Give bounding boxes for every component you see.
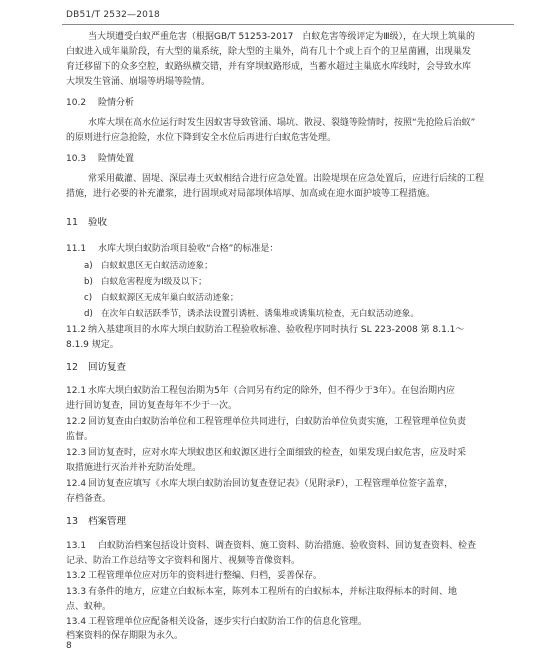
page-number: 8 [66,641,72,651]
intro-line: 育迁移留下的众多空腔，蚁路纵横交错，并有穿坝蚁路形成，当蓄水超过主巢底水库线时，会导致水库 [66,62,472,72]
clause-number: 11.2 [66,325,87,335]
list-item-text: 在次年白蚁活跃季节，诱杀法设置引诱桩、诱集堆或诱集坑检查，无白蚁活动迹象。 [101,309,419,319]
paragraph-line: 进行回访复查，回访复查每年不少于一次。 [66,401,238,411]
clause-12-2 [66,416,518,428]
list-item [84,276,518,288]
clause-13-1 [66,540,518,552]
section-title: 险情处置 [98,154,135,164]
clause-text: 工程管理单位应对历年的资料进行整编、归档，妥善保存。 [88,571,323,581]
clause-number: 13.2 [66,571,87,581]
section-heading-10-3 [66,153,518,165]
paragraph-line: 监督。 [66,432,94,442]
chapter-heading-11 [66,217,518,229]
list-item [84,260,518,272]
clause-text: 纳入基建项目的水库大坝白蚁防治工程验收标准、验收程序同时执行 SL 223-2008 第 8.1.1～ [88,325,465,335]
clause-12-4 [66,478,518,490]
paragraph-line: 记录、防治工作总结等文字资料和图片、视频等音像资料。 [66,556,301,566]
paragraph-line: 取措施进行灭治并补充防治处理。 [66,463,202,473]
clause-text: 有条件的地方，应建立白蚁标本室，陈列本工程所有的白蚁标本，并标注取得标本的时间、地 [88,587,458,597]
chapter-title: 回访复查 [88,362,127,373]
paragraph-line: 常采用截灌、固堤、深层毒土灭蚁相结合进行应急处置。出险堤坝在应急处置后，应进行后续的工程 [88,174,485,184]
clause-text: 水库大坝白蚁防治项目验收“合格”的标准是： [98,244,279,254]
clause-text: 回访复查应填写《水库大坝白蚁防治回访复查登记表》（见附录F），工程管理单位签字盖章， [88,479,454,489]
clause-text: 工程管理单位应配备相关设备，逐步实行白蚁防治工作的信息化管理。 [88,617,368,627]
paragraph-line: 档案资料的保存期限为永久。 [66,631,184,641]
clause-text: 白蚁防治档案包括设计资料、调查资料、施工资料、防治措施、验收资料、回访复查资料、检查 [98,541,477,551]
section-number: 10.3 [66,154,87,164]
list-item-tag: b) [84,277,93,287]
list-item-text: 白蚁危害程度为Ⅰ级及以下； [101,277,207,287]
standard-code-header: DB51/T 2532—2018 [66,10,160,20]
list-item-text: 白蚁蚁源区无成年巢白蚁活动迹象； [101,293,239,303]
chapter-title: 验收 [88,217,108,228]
clause-text: 水库大坝白蚁防治工程包治期为5年（合同另有约定的除外，但不得少于3年）。在包治期内应 [88,386,455,396]
clause-11-1 [66,243,518,255]
clause-number: 12.3 [66,448,87,458]
clause-number: 11.1 [66,244,87,254]
chapter-title: 档案管理 [88,516,127,527]
list-item-tag: c) [84,293,93,303]
section-title: 险情分析 [98,98,135,108]
section-heading-10-2 [66,97,518,109]
clause-number: 12.2 [66,417,87,427]
clause-11-2 [66,324,518,336]
intro-line: 大坝发生管涌、崩塌等坍塌等险情。 [66,77,211,87]
chapter-number: 12 [66,362,79,373]
clause-12-1 [66,385,518,397]
list-item [84,292,518,304]
chapter-heading-12 [66,362,518,374]
clause-number: 12.1 [66,386,87,396]
clause-text: 回访复查时，应对水库大坝蚁患区和蚁源区进行全面细致的检查，如果发现白蚁危害，应及时采 [88,448,467,458]
header-rule [62,24,514,25]
paragraph-line: 措施，进行必要的补充灌浆，进行固坝或对局部坝体培厚、加高或在迎水面护坡等工程措施。 [66,189,436,199]
paragraph-line: 的原则进行应急抢险，水位下降到安全水位后再进行白蚁危害处理。 [66,133,337,143]
clause-number: 12.4 [66,479,87,489]
clause-text: 回访复查由白蚁防治单位和工程管理单位共同进行，白蚁防治单位负责实施，工程管理单位负责 [88,417,467,427]
chapter-number: 11 [66,217,79,228]
clause-number: 13.1 [66,541,87,551]
clause-13-4 [66,616,518,628]
chapter-heading-13 [66,516,518,528]
paragraph-line: 8.1.9 规定。 [66,340,119,350]
list-item-text: 白蚁蚁患区无白蚁活动迹象； [101,261,213,271]
list-item-tag: a) [84,261,93,271]
section-number: 10.2 [66,98,87,108]
list-item [84,308,518,320]
paragraph-line: 点、蚁种。 [66,602,112,612]
list-item-tag: d) [84,309,93,319]
intro-line: 白蚁进入成年巢阶段，有大型的巢系统，除大型的主巢外，尚有几十个或上百个的卫星菌圃，出现巢发 [66,47,472,57]
clause-12-3 [66,447,518,459]
intro-line: 当大坝遭受白蚁严重危害（根据GB/T 51253-2017 白蚁危害等级评定为Ⅲ级），在大坝上筑巢的 [88,32,476,42]
paragraph-line: 水库大坝在高水位运行时发生因蚁害导致管涌、塌坑、散浸、裂缝等险情时，按照“先抢险后治蚁” [88,118,476,128]
chapter-number: 13 [66,516,79,527]
paragraph-line: 存档备查。 [66,494,112,504]
clause-number: 13.3 [66,587,87,597]
clause-13-3 [66,586,518,598]
clause-number: 13.4 [66,617,87,627]
clause-13-2 [66,570,518,582]
